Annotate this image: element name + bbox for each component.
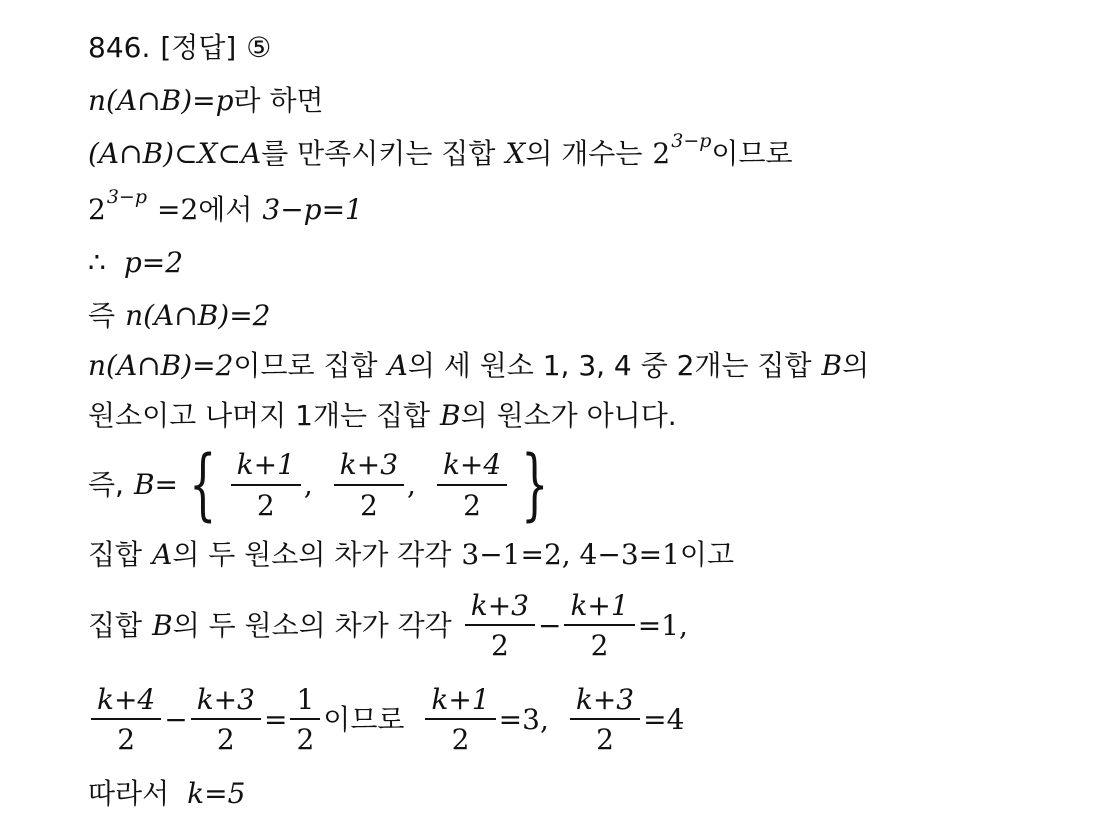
math-eq-one: =1, [637,608,688,642]
numerator: k+4 [91,685,161,720]
math-two-base: 2 [652,137,671,170]
math-b-3: B [152,608,173,642]
line-8-text-b: 의 원소가 아니다. [460,399,677,432]
math-b-2: B [440,399,461,432]
numerator: k+1 [231,450,301,485]
numerator: k+4 [437,450,507,485]
line-10-text-a: 집합 [88,538,143,571]
numerator: k+3 [334,450,404,485]
line-13 [88,777,246,810]
fraction-k3-over-2 [334,450,404,520]
line-9 [88,440,560,530]
fraction-k3-over-2-d [570,685,640,755]
math-n-ab: n(A∩B)= [88,84,216,117]
math-p: p [215,84,234,117]
fraction-k3-over-2-b [465,591,535,661]
math-n-ab-eq-two: n(A∩B)=2 [125,299,271,332]
math-k-eq-five: k=5 [187,777,246,810]
denominator: 2 [590,629,609,663]
minus-sign: − [537,608,562,642]
line-7 [88,349,870,382]
denominator: 2 [360,488,378,522]
math-eq-two: =2 [157,193,199,226]
math-b-eq: B= [133,468,178,501]
math-b: B [821,349,843,382]
line-8 [88,399,677,432]
denominator: 2 [296,723,315,757]
line-2-text: 라 하면 [233,84,324,117]
fraction-k4-over-2 [437,450,507,520]
line-11-text-b: 의 두 원소의 차가 각각 [172,608,452,642]
math-a-2: A [152,538,173,571]
line-12-text-a: 이므로 [323,702,405,736]
line-3-text-c: 이므로 [711,137,793,170]
line-9-prefix: 즉, [88,468,124,501]
line-4 [88,185,363,226]
fraction-k1-over-2-b [564,591,634,661]
line-10 [88,538,735,571]
line-7-text-b: 의 세 원소 1, 3, 4 중 2개는 집합 [407,349,812,382]
line-13-prefix: 따라서 [88,777,170,810]
denominator: 2 [490,629,509,663]
answer-value: ⑤ [246,31,272,64]
line-12 [88,685,684,755]
line-10-text-b: 의 두 원소의 차가 각각 [172,538,452,571]
math-x: X [505,137,526,170]
fraction-one-half [290,685,320,755]
fraction-k1-over-2 [231,450,301,520]
line-5 [88,246,184,279]
denominator: 2 [596,723,614,757]
problem-header [88,31,272,64]
line-7-text-c: 의 [842,349,870,382]
line-4-text: 에서 [198,193,253,226]
math-subset-chain: (A∩B)⊂X⊂A [88,137,262,170]
comma: , [303,468,313,501]
fraction-k3-over-2-c [191,685,261,755]
line-3 [88,129,793,170]
math-exponent-2: 3−p [106,185,147,208]
math-exponent: 3−p [671,129,712,152]
left-brace: { [189,440,217,530]
math-two-base-2: 2 [88,193,106,226]
denominator: 2 [117,723,136,757]
fraction-k1-over-2-c [425,685,495,755]
equals-sign: = [263,702,288,736]
answer-label: [정답] [160,31,237,64]
comma: , [407,468,416,501]
denominator: 2 [256,488,275,522]
line-2 [88,84,324,117]
denominator: 2 [463,488,481,522]
line-3-text-a: 를 만족시키는 집합 [261,137,496,170]
numerator: k+3 [465,591,535,626]
denominator: 2 [216,723,235,757]
denominator: 2 [451,723,470,757]
math-n-ab-eq-two-b: n(A∩B)=2 [88,349,234,382]
line-6 [88,299,271,332]
math-a: A [387,349,408,382]
line-3-text-b: 의 개수는 [525,137,643,170]
math-p-eq-two: p=2 [123,246,184,279]
line-6-prefix: 즉 [88,299,116,332]
right-brace: } [521,440,549,530]
problem-number: 846. [88,31,151,64]
numerator: k+3 [191,685,261,720]
line-11-text-a: 집합 [88,608,143,642]
line-8-text-a: 원소이고 나머지 1개는 집합 [88,399,431,432]
minus-sign: − [164,702,188,736]
numerator: k+3 [570,685,640,720]
line-7-text-a: 이므로 집합 [233,349,378,382]
math-diffs-a: 3−1=2, 4−3=1 [461,538,680,571]
line-11 [88,591,688,661]
numerator: k+1 [564,591,634,626]
math-eq-four: =4 [643,702,685,736]
math-eq-three: =3, [498,702,549,736]
numerator: 1 [290,685,320,720]
fraction-k4-over-2-b [91,685,161,755]
therefore-symbol: ∴ [88,246,106,279]
math-three-minus-p: 3−p=1 [262,193,363,226]
line-10-text-c: 이고 [679,538,735,571]
numerator: k+1 [425,685,495,720]
